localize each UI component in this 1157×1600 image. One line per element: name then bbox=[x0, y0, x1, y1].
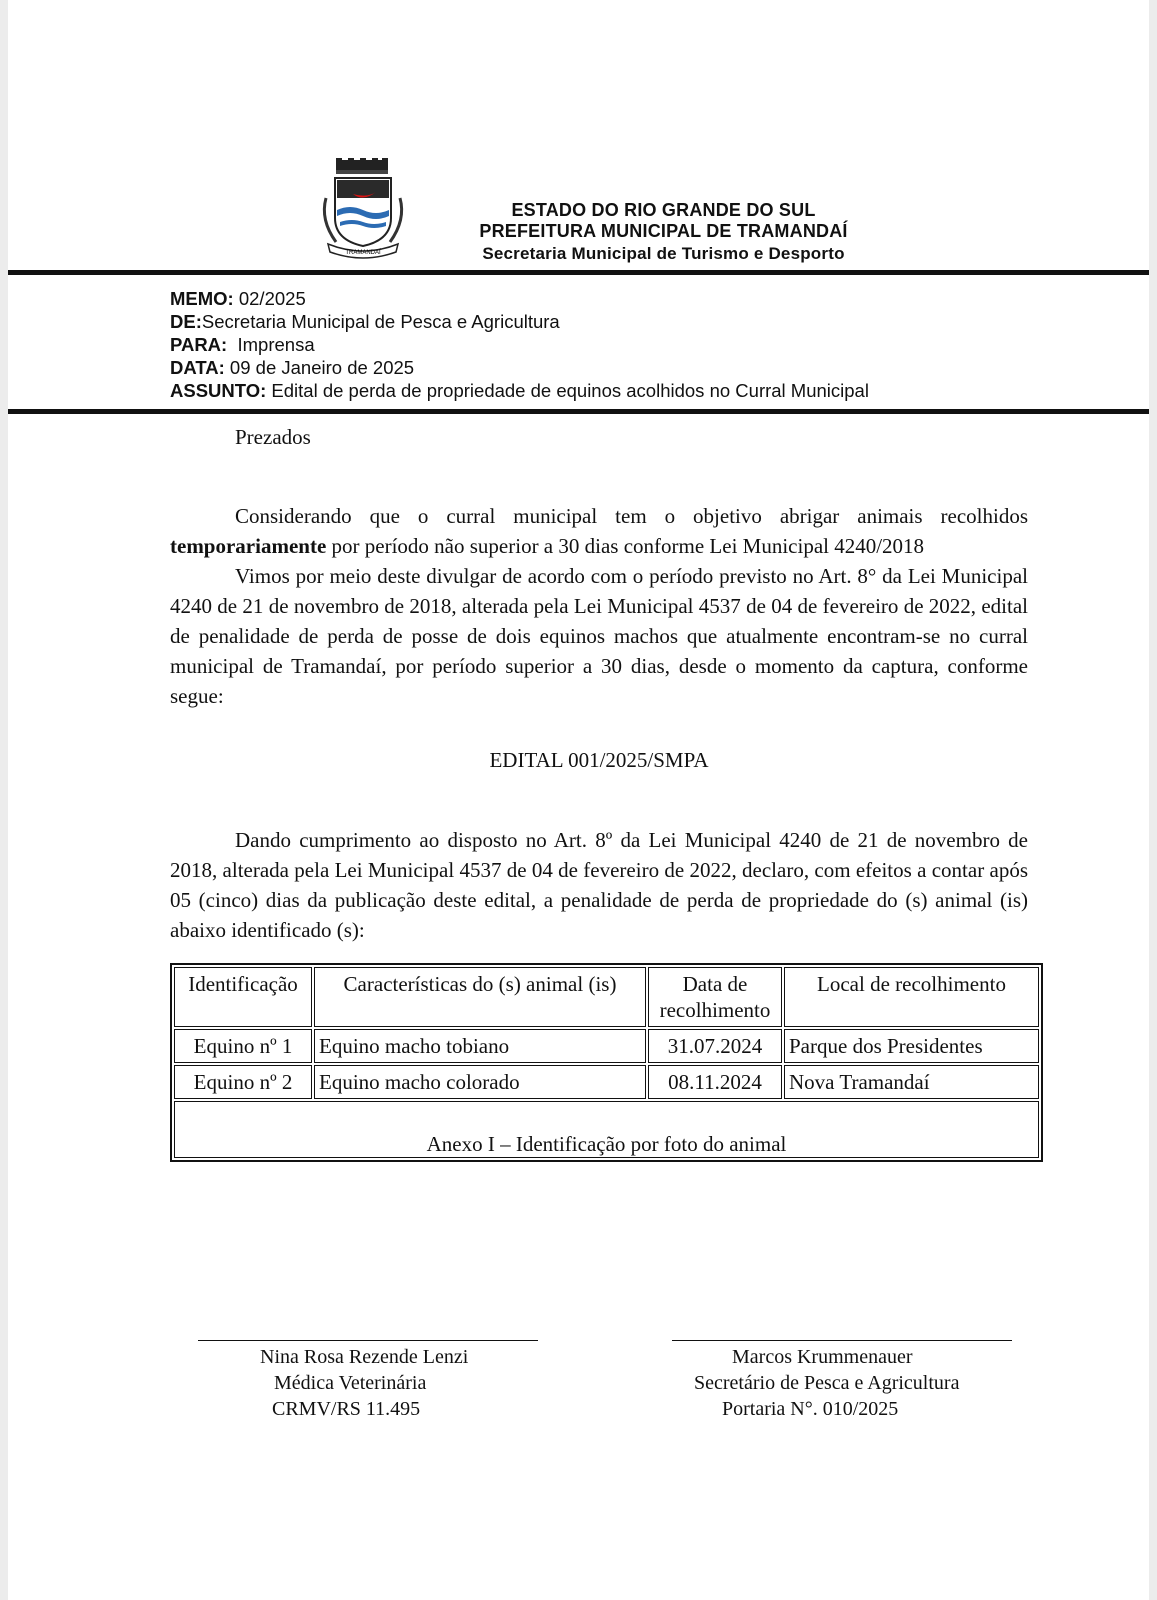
greeting: Prezados bbox=[235, 425, 311, 449]
edital-title: EDITAL 001/2025/SMPA bbox=[489, 748, 709, 772]
cell-characteristics: Equino macho colorado bbox=[314, 1065, 646, 1099]
memo-number: MEMO: 02/2025 bbox=[170, 288, 306, 309]
memo-to: PARA: Imprensa bbox=[170, 334, 315, 355]
signature-role-left: Médica Veterinária bbox=[274, 1372, 427, 1394]
signature-name-right: Marcos Krummenauer bbox=[732, 1346, 913, 1368]
table-header-row bbox=[174, 967, 1039, 1027]
cell-date: 31.07.2024 bbox=[648, 1029, 782, 1063]
cell-location: Nova Tramandaí bbox=[784, 1065, 1039, 1099]
paragraph-announcement: Vimos por meio deste divulgar de acordo com o período previsto no Art. 8° da Lei Municipal 4240 de 21 de novembro de 2018, alterada pela Lei Municipal 4537 de 04 de fevereiro de 2022, edital de penalidade de perda de posse de dois equinos machos que atualmente encontram-se no curral municipal de Tramandaí, por período superior a 30 dias, desde o momento da captura, conforme segue: bbox=[170, 564, 1028, 708]
animals-table bbox=[170, 963, 1043, 1162]
signature-role-right: Secretário de Pesca e Agricultura bbox=[694, 1372, 960, 1394]
signature-line-right bbox=[672, 1340, 1012, 1341]
paragraph-declaration: Dando cumprimento ao disposto no Art. 8º da Lei Municipal 4240 de 21 de novembro de 2018, alterada pela Lei Municipal 4537 de 04 de fevereiro de 2022, declaro, com efeitos a contar após 05 (cinco) dias da publicação deste edital, a penalidade de perda de propriedade do (s) animal (is) abaixo identificado (s): bbox=[170, 828, 1028, 942]
memo-from: DE:Secretaria Municipal de Pesca e Agricultura bbox=[170, 311, 560, 332]
table-row bbox=[174, 1065, 1039, 1099]
svg-text:TRAMANDAÍ: TRAMANDAÍ bbox=[345, 250, 381, 256]
header-divider-bottom bbox=[8, 409, 1149, 414]
cell-id: Equino nº 2 bbox=[174, 1065, 312, 1099]
table-row bbox=[174, 1029, 1039, 1063]
cell-location: Parque dos Presidentes bbox=[784, 1029, 1039, 1063]
signature-line-left bbox=[198, 1340, 538, 1341]
annex-caption: Anexo I – Identificação por foto do animal bbox=[174, 1101, 1039, 1158]
cell-id: Equino nº 1 bbox=[174, 1029, 312, 1063]
table-annex-row bbox=[174, 1101, 1039, 1158]
cell-characteristics: Equino macho tobiano bbox=[314, 1029, 646, 1063]
header-local: Local de recolhimento bbox=[784, 967, 1039, 1027]
header-divider-top bbox=[8, 270, 1149, 275]
header-identificacao: Identificação bbox=[174, 967, 312, 1027]
paragraph-considering: Considerando que o curral municipal tem o objetivo abrigar animais recolhidos temporariamente por período não superior a 30 dias conforme Lei Municipal 4240/2018 bbox=[170, 504, 1028, 558]
header-prefecture: PREFEITURA MUNICIPAL DE TRAMANDAÍ bbox=[479, 221, 848, 241]
header-data: Data de recolhimento bbox=[648, 967, 782, 1027]
signature-name-left: Nina Rosa Rezende Lenzi bbox=[260, 1346, 469, 1368]
memo-date: DATA: 09 de Janeiro de 2025 bbox=[170, 357, 415, 378]
cell-date: 08.11.2024 bbox=[648, 1065, 782, 1099]
memo-subject: ASSUNTO: Edital de perda de propriedade de equinos acolhidos no Curral Municipal bbox=[170, 380, 869, 401]
header-secretariat: Secretaria Municipal de Turismo e Desporto bbox=[482, 244, 845, 263]
document-page bbox=[8, 0, 1149, 1600]
signature-reg-left: CRMV/RS 11.495 bbox=[272, 1398, 421, 1420]
signature-reg-right: Portaria N°. 010/2025 bbox=[722, 1398, 899, 1420]
header-state: ESTADO DO RIO GRANDE DO SUL bbox=[511, 200, 816, 220]
header-caracteristicas: Características do (s) animal (is) bbox=[314, 967, 646, 1027]
